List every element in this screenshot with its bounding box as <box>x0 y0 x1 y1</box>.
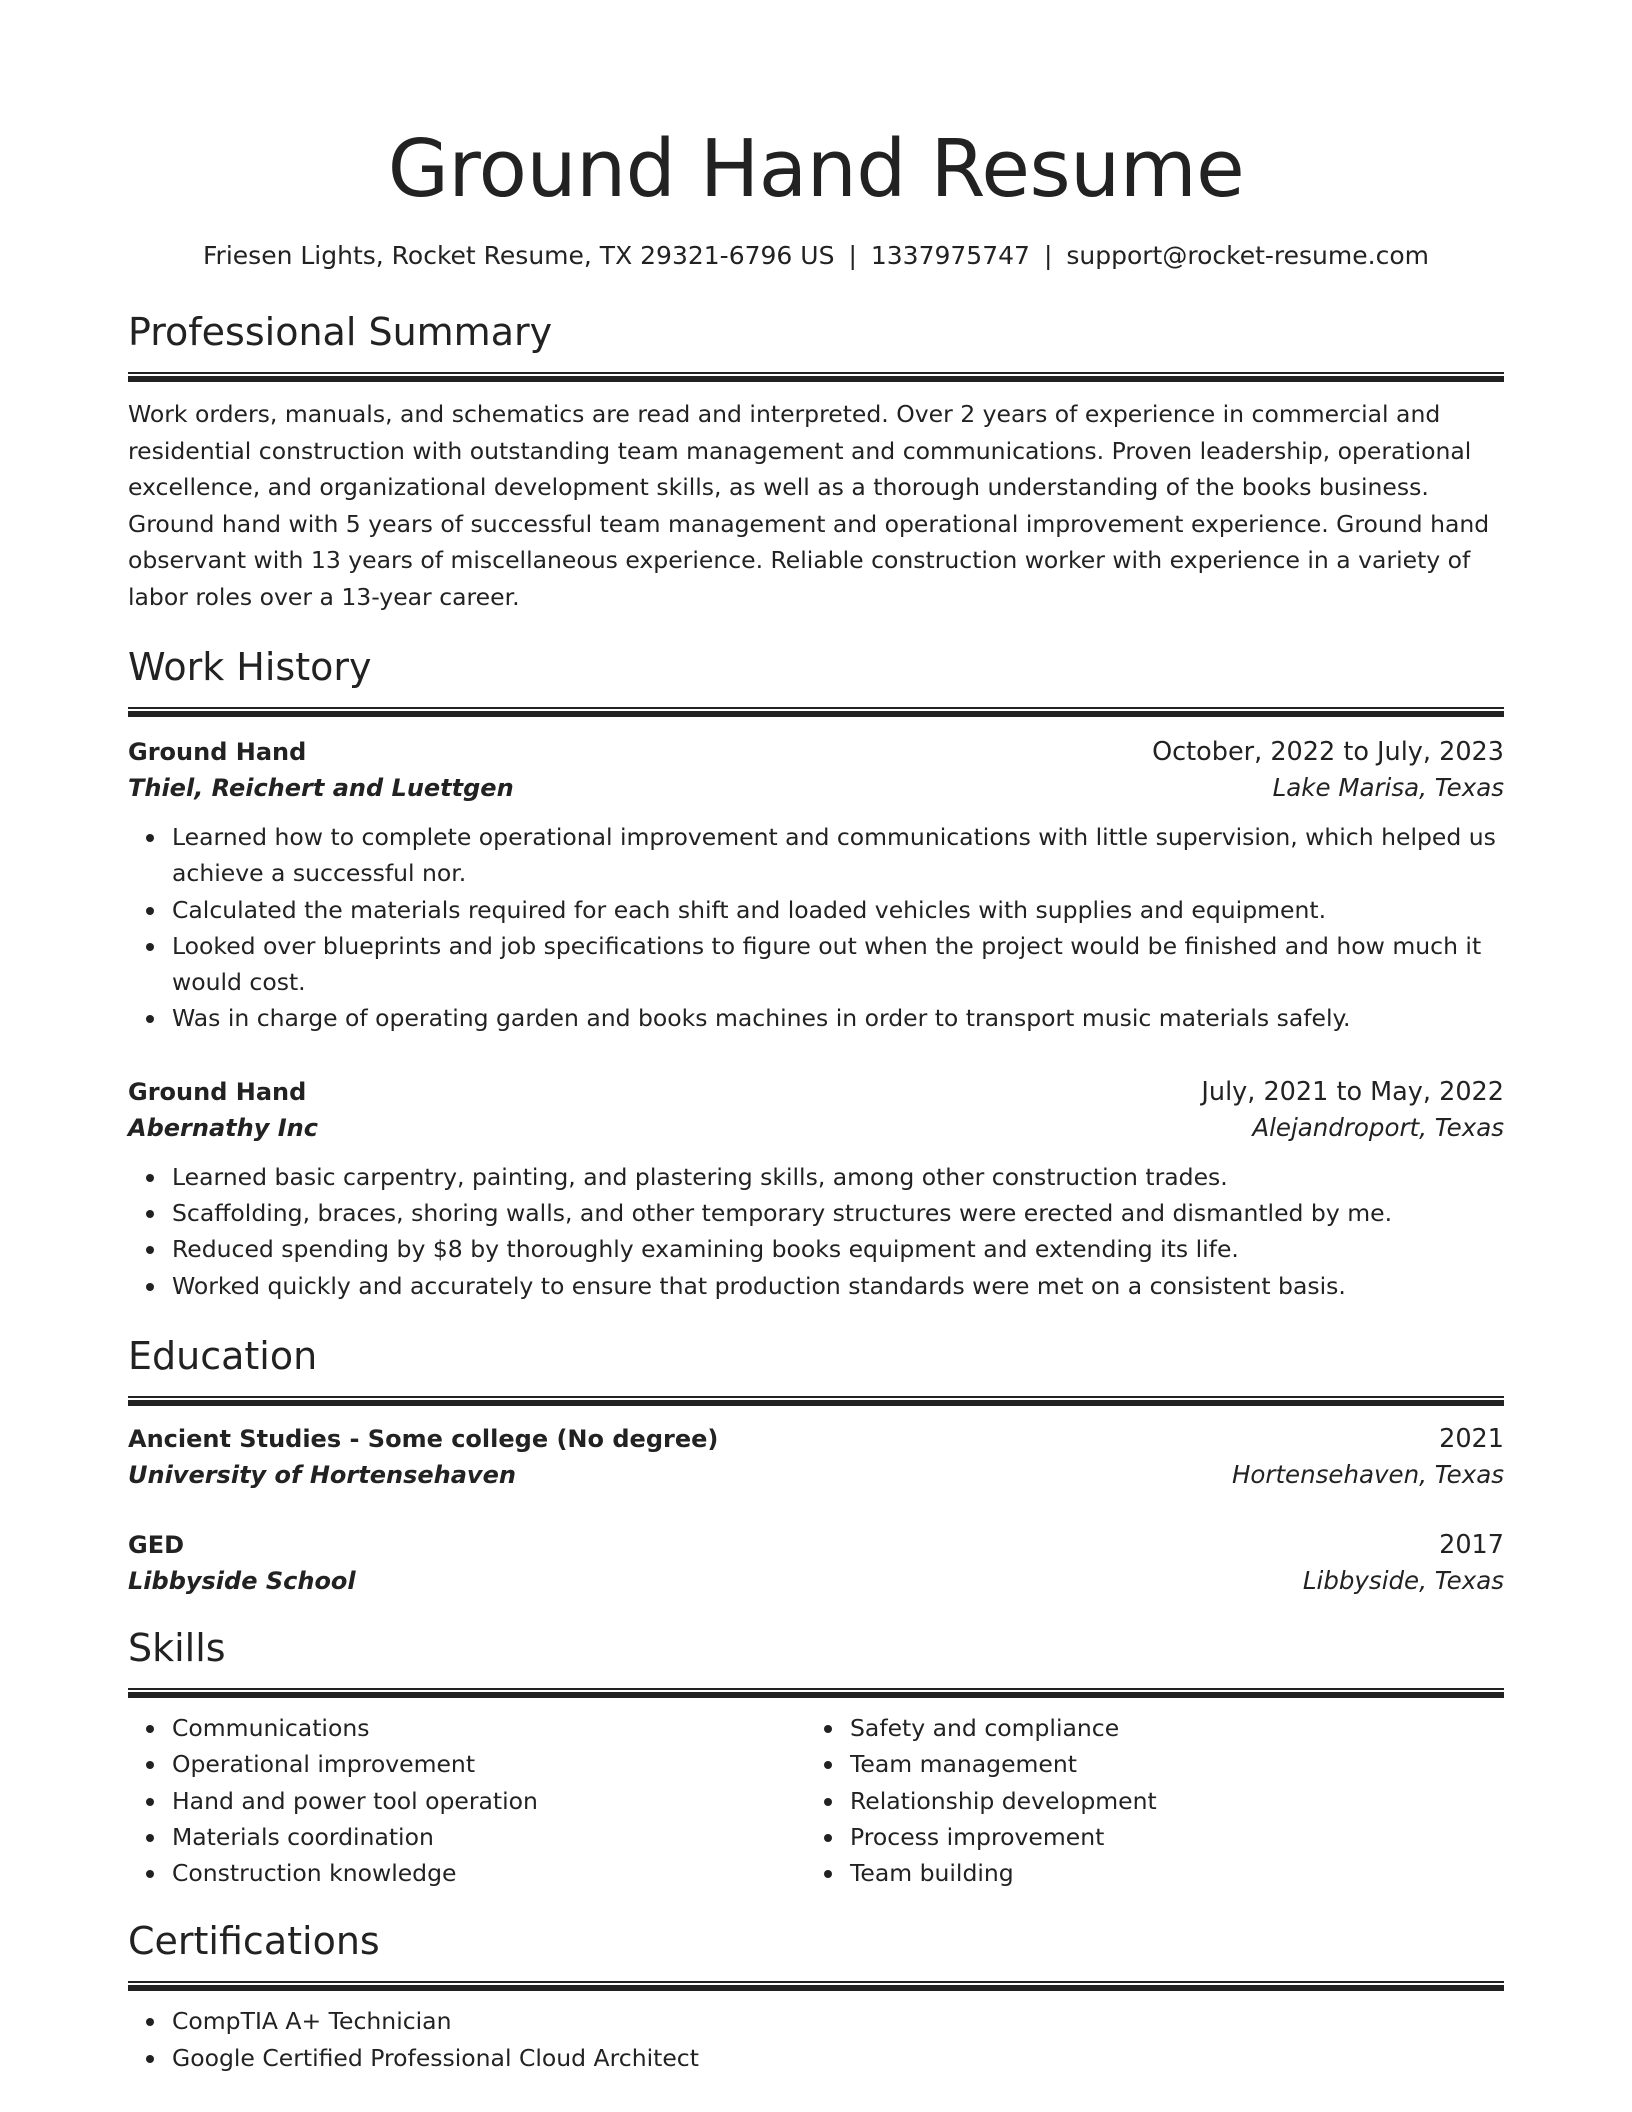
list-item: Operational improvement <box>172 1746 806 1782</box>
job-location: Lake Marisa, Texas <box>1272 773 1504 802</box>
list-item: Relationship development <box>850 1783 1484 1819</box>
list-item: Google Certified Professional Cloud Architect <box>172 2040 1504 2076</box>
degree: Ancient Studies - Some college (No degree) <box>128 1424 719 1453</box>
job-title: Ground Hand <box>128 738 307 766</box>
contact-email: support@rocket-resume.com <box>1066 241 1429 270</box>
list-item: Hand and power tool operation <box>172 1783 806 1819</box>
contact-separator: | <box>848 241 857 270</box>
work-history-section <box>128 643 1504 1304</box>
section-heading: Professional Summary <box>128 310 553 354</box>
education-entry <box>128 1528 1504 1600</box>
contact-phone: 1337975747 <box>870 241 1030 270</box>
skills-list-left <box>128 1710 806 1891</box>
list-item: Process improvement <box>850 1819 1484 1855</box>
education-year: 2021 <box>1439 1423 1504 1454</box>
certifications-section <box>128 1917 1504 2076</box>
contact-line <box>128 240 1504 272</box>
education-section <box>128 1332 1504 1600</box>
job-title: Ground Hand <box>128 1077 307 1106</box>
list-item: Materials coordination <box>172 1819 806 1855</box>
degree: GED <box>128 1530 185 1559</box>
summary-section <box>128 308 1504 615</box>
section-heading: Education <box>128 1333 318 1378</box>
list-item: Was in charge of operating garden and books machines in order to transport music materials safely. <box>172 1000 1504 1036</box>
list-item: CompTIA A+ Technician <box>172 2003 1504 2039</box>
page-title: Ground Hand Resume <box>387 123 1245 215</box>
contact-separator: | <box>1043 241 1053 270</box>
list-item: Team building <box>850 1855 1484 1891</box>
list-item: Communications <box>172 1710 806 1746</box>
section-divider <box>128 1396 1504 1406</box>
list-item: Worked quickly and accurately to ensure that production standards were met on a consistent basis. <box>172 1268 1504 1304</box>
section-divider <box>128 1981 1504 1991</box>
list-item: Reduced spending by $8 by thoroughly examining books equipment and extending its life. <box>172 1231 1504 1267</box>
school-name: Libbyside School <box>128 1566 356 1595</box>
job-bullets <box>128 819 1504 1037</box>
section-heading: Skills <box>128 1625 226 1670</box>
summary-text: Work orders, manuals, and schematics are read and interpreted. Over 2 years of experience in commercial and residential construction with outstanding team management and communications. Proven leadership, operational excellence, and organizational development skills, as well as a thorough understanding of the books business. Ground hand with 5 years of successful team management and operational improvement experience. Ground hand observant with 13 years of miscellaneous experience. Reliable construction worker with experience in a variety of labor roles over a 13-year career. <box>128 400 1490 611</box>
skills-section <box>128 1624 1504 1891</box>
list-item: Team management <box>850 1746 1484 1782</box>
school-location: Libbyside, Texas <box>1302 1565 1504 1595</box>
job-company: Abernathy Inc <box>128 1113 318 1142</box>
job-entry <box>128 735 1504 1037</box>
list-item: Learned basic carpentry, painting, and plastering skills, among other construction trades. <box>172 1159 1504 1195</box>
job-entry <box>128 1075 1504 1304</box>
resume-page <box>128 0 1504 2076</box>
list-item: Scaffolding, braces, shoring walls, and other temporary structures were erected and dismantled by me. <box>172 1195 1504 1231</box>
school-name: University of Hortensehaven <box>128 1460 516 1489</box>
section-divider <box>128 707 1504 717</box>
skills-grid <box>128 1710 1504 1891</box>
list-item: Learned how to complete operational improvement and communications with little supervision, which helped us achieve a successful nor. <box>172 819 1504 892</box>
job-dates: October, 2022 to July, 2023 <box>1152 737 1504 767</box>
section-divider <box>128 1688 1504 1698</box>
list-item: Calculated the materials required for each shift and loaded vehicles with supplies and equipment. <box>172 892 1504 928</box>
contact-address: Friesen Lights, Rocket Resume, TX 29321-6796 US <box>203 241 835 270</box>
job-bullets <box>128 1159 1504 1304</box>
job-location: Alejandroport, Texas <box>1252 1112 1504 1142</box>
list-item: Safety and compliance <box>850 1710 1484 1746</box>
job-dates: July, 2021 to May, 2022 <box>1201 1076 1504 1107</box>
education-year: 2017 <box>1439 1529 1504 1560</box>
list-item: Construction knowledge <box>172 1855 806 1891</box>
list-item: Looked over blueprints and job specifications to figure out when the project would be finished and how much it would cost. <box>172 928 1504 1001</box>
section-heading: Work History <box>128 645 372 689</box>
skills-list-right <box>806 1710 1484 1891</box>
section-divider <box>128 372 1504 382</box>
school-location: Hortensehaven, Texas <box>1231 1459 1504 1489</box>
section-heading: Certifications <box>128 1919 380 1964</box>
job-company: Thiel, Reichert and Luettgen <box>128 774 514 802</box>
certifications-list <box>128 2003 1504 2076</box>
education-entry <box>128 1422 1504 1494</box>
